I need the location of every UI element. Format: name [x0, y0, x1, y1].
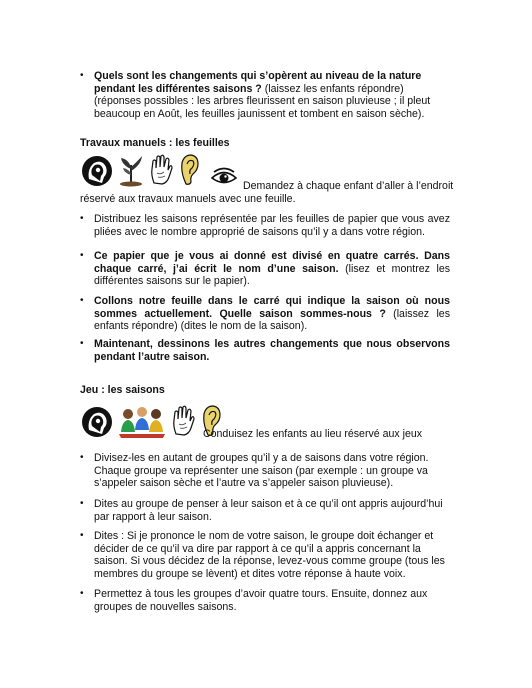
- list-item: [80, 250, 450, 288]
- head-silhouette-icon: [80, 406, 114, 442]
- bullet-dot: •: [80, 498, 84, 509]
- section1-intro-line2: réservé aux travaux manuels avec une feuille.: [80, 193, 296, 205]
- section1-intro-line1: Demandez à chaque enfant d’aller à l’endroit: [243, 180, 454, 192]
- children-group-icon: [118, 404, 166, 442]
- list-item-rest: (lisez et montrez les différentes saisons sur le papier).: [94, 262, 451, 288]
- list-item-bold: Collons notre feuille dans le carré qui indique la saison où nous sommes actuellement. Quelle saison sommes-nous ?: [94, 295, 450, 320]
- hand-icon: [170, 404, 196, 442]
- list-item-text: [94, 530, 450, 580]
- section-heading-game: Jeu : les saisons: [80, 384, 165, 396]
- list-item-rest: Divisez-les en autant de groupes qu’il y a de saisons dans votre région. Chaque groupe va représenter une saison (par exemple : un groupe va s’appeler saison sèche et l’autre va s’appeler saison pluvieuse).: [94, 452, 429, 490]
- intro-question-rest: (laissez les enfants répondre) (réponses possibles : les arbres fleurissent en saison pluvieuse ; il pleut beaucoup en Août, les feuilles jaunissent et tombent en saison sèche).: [94, 82, 431, 120]
- list-item-bold: Ce papier que je vous ai donné est divisé en quatre carrés. Dans chaque carré, j’ai écrit le nom d’une saison.: [94, 250, 450, 275]
- list-item: [80, 213, 450, 238]
- section2-intro-line1: Conduisez les enfants au lieu réservé aux jeux: [203, 428, 423, 440]
- bullet-dot: •: [80, 338, 84, 349]
- list-item: [80, 588, 450, 613]
- list-item: [80, 338, 450, 363]
- bullet-dot: •: [80, 295, 84, 306]
- list-item-text: [94, 213, 450, 238]
- list-item-text: [94, 452, 450, 490]
- bullet-dot: •: [80, 452, 84, 463]
- list-item: [80, 452, 450, 490]
- list-item-rest: Dites au groupe de penser à leur saison et à ce qu’il ont appris aujourd’hui par rapport à leur saison.: [94, 498, 443, 523]
- list-item-text: [94, 295, 450, 333]
- list-item-text: [94, 338, 450, 363]
- list-item: [80, 498, 450, 523]
- intro-question-bold: Quels sont les changements qui s’opèrent au niveau de la nature pendant les différentes saisons ?: [94, 70, 422, 95]
- plant-sprout-icon: [118, 153, 144, 191]
- list-item: [80, 295, 450, 333]
- list-item-rest: Distribuez les saisons représentée par les feuilles de papier que vous avez pliées avec le nombre approprié de saisons qu’il y a dans votre région.: [94, 213, 450, 238]
- intro-question-item: [80, 70, 450, 120]
- hand-icon: [148, 153, 174, 191]
- list-item-text: [94, 588, 450, 613]
- ear-icon: [178, 153, 200, 191]
- list-item-text: [94, 498, 450, 523]
- intro-question-text: [94, 70, 450, 120]
- list-item-bold: Maintenant, dessinons les autres changements que nous observons pendant l’autre saison.: [94, 338, 450, 363]
- section1-icon-row: [80, 155, 242, 191]
- list-item-text: [94, 250, 450, 288]
- list-item-rest: Dites : Si je prononce le nom de votre saison, le groupe doit échanger et décider de ce qu’il va dire par rapport à ce qu’il a appris concernant la saison. Si vous décidez de la réponse, levez-vous comme groupe (tous les membres du groupe se lèvent) et dites votre réponse à haute voix.: [94, 530, 445, 580]
- list-item: [80, 530, 450, 580]
- bullet-dot: •: [80, 530, 84, 541]
- section-heading-crafts: Travaux manuels : les feuilles: [80, 137, 230, 149]
- list-item-rest: (laissez les enfants répondre) (dites le nom de la saison).: [94, 307, 450, 333]
- eye-icon: [210, 167, 238, 191]
- bullet-dot: •: [80, 588, 84, 599]
- list-item-rest: Permettez à tous les groupes d’avoir quatre tours. Ensuite, donnez aux groupes de nouvelles saisons.: [94, 588, 428, 613]
- bullet-dot: •: [80, 70, 84, 81]
- bullet-dot: •: [80, 250, 84, 261]
- bullet-dot: •: [80, 213, 84, 224]
- head-silhouette-icon: [80, 155, 114, 191]
